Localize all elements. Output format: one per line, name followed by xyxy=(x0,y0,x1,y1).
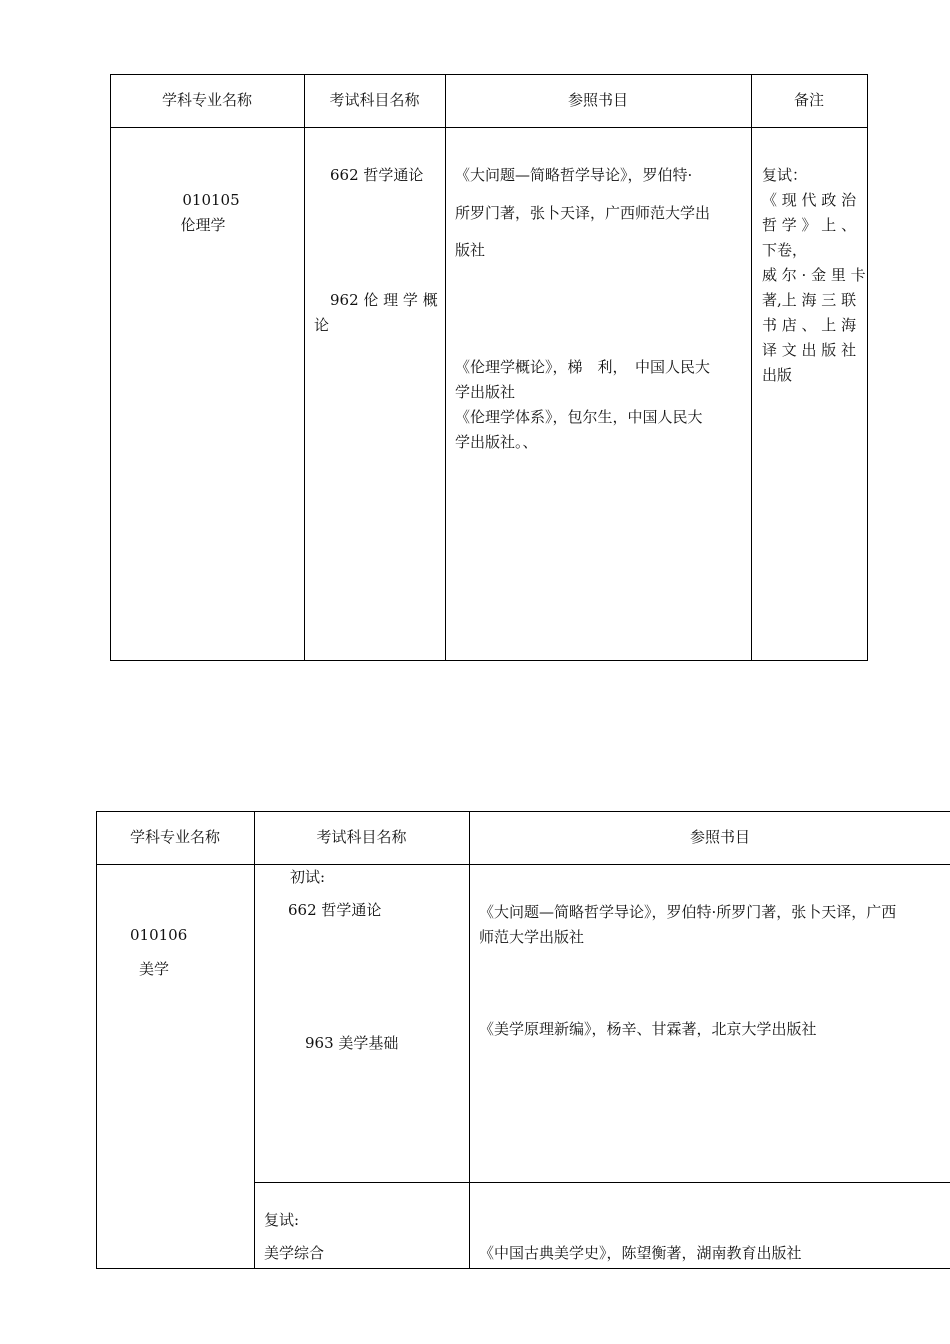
table-1-border-bottom xyxy=(110,660,868,661)
retest-subject: 美学综合 xyxy=(264,1244,325,1262)
remark-line-4: 下卷， xyxy=(762,241,808,259)
reference-book-2-2: 《美学原理新编》，杨辛、甘霖著，北京大学出版社 xyxy=(479,1020,817,1038)
table-2-col-divider-2 xyxy=(469,811,470,1269)
table-2-header-divider xyxy=(96,864,950,865)
reference-book-2-1-line-2: 师范大学出版社 xyxy=(479,928,585,946)
reference-book-2-line-2: 学出版社 xyxy=(455,383,516,401)
table-1-header-exam-subject: 考试科目名称 xyxy=(329,91,420,109)
table-2-retest-divider xyxy=(254,1182,950,1183)
exam-subject-2-line-2: 论 xyxy=(314,316,330,334)
remark-line-6: 著,上 海 三 联 xyxy=(762,291,857,309)
table-1-header-reference-books: 参照书目 xyxy=(567,91,628,109)
remark-line-3: 哲 学 》 上 、 xyxy=(762,216,857,234)
table-1-border-left xyxy=(110,74,111,661)
remark-line-2: 《 现 代 政 治 xyxy=(762,191,857,209)
major-code: 010105 xyxy=(182,191,240,209)
initial-exam-label: 初试: xyxy=(290,868,326,886)
major-code-2: 010106 xyxy=(130,926,188,944)
remark-line-8: 译 文 出 版 社 xyxy=(762,341,857,359)
table-1-col-divider-1 xyxy=(304,74,305,661)
major-name-2: 美学 xyxy=(139,960,170,978)
reference-book-2-1-line-1: 《大问题—简略哲学导论》，罗伯特·所罗门著，张卜天译，广西 xyxy=(479,903,897,921)
table-1-col-divider-3 xyxy=(751,74,752,661)
retest-reference-book: 《中国古典美学史》，陈望衡著，湖南教育出版社 xyxy=(479,1244,802,1262)
exam-subject-1: 662 哲学通论 xyxy=(330,166,424,184)
exam-subject-2-2: 963 美学基础 xyxy=(305,1034,399,1052)
reference-book-3-line-2: 学出版社。、 xyxy=(455,433,538,451)
table-1-border-top xyxy=(110,74,868,75)
remark-line-9: 出版 xyxy=(762,366,793,384)
table-2-header-reference-books: 参照书目 xyxy=(689,828,750,846)
table-2-border-bottom xyxy=(96,1268,950,1269)
exam-subject-2-line-1: 962 伦 理 学 概 xyxy=(330,291,438,309)
table-1-header-divider xyxy=(110,127,868,128)
reference-book-1-line-2: 所罗门著，张卜天译，广西师范大学出 xyxy=(455,204,711,222)
major-name: 伦理学 xyxy=(180,216,226,234)
reference-book-3-line-1: 《伦理学体系》，包尔生，中国人民大 xyxy=(455,408,703,426)
remark-line-1: 复试： xyxy=(762,166,808,184)
remark-line-7: 书 店 、 上 海 xyxy=(762,316,857,334)
table-1-header-subject-name: 学科专业名称 xyxy=(161,91,252,109)
table-1-header-remarks: 备注 xyxy=(793,91,824,109)
table-2-header-subject-name: 学科专业名称 xyxy=(129,828,220,846)
table-2-col-divider-1 xyxy=(254,811,255,1269)
remark-line-5: 威 尔 · 金 里 卡 xyxy=(762,266,866,284)
table-2-border-top xyxy=(96,811,950,812)
exam-subject-2-1: 662 哲学通论 xyxy=(288,901,382,919)
table-1-border-right xyxy=(867,74,868,661)
table-2-header-exam-subject: 考试科目名称 xyxy=(316,828,407,846)
retest-label: 复试: xyxy=(264,1211,300,1229)
reference-book-1-line-3: 版社 xyxy=(455,241,486,259)
reference-book-1-line-1: 《大问题—简略哲学导论》，罗伯特· xyxy=(455,166,693,184)
reference-book-2-line-1: 《伦理学概论》，梯 利， 中国人民大 xyxy=(455,358,711,376)
table-2-border-left xyxy=(96,811,97,1269)
table-1-col-divider-2 xyxy=(445,74,446,661)
